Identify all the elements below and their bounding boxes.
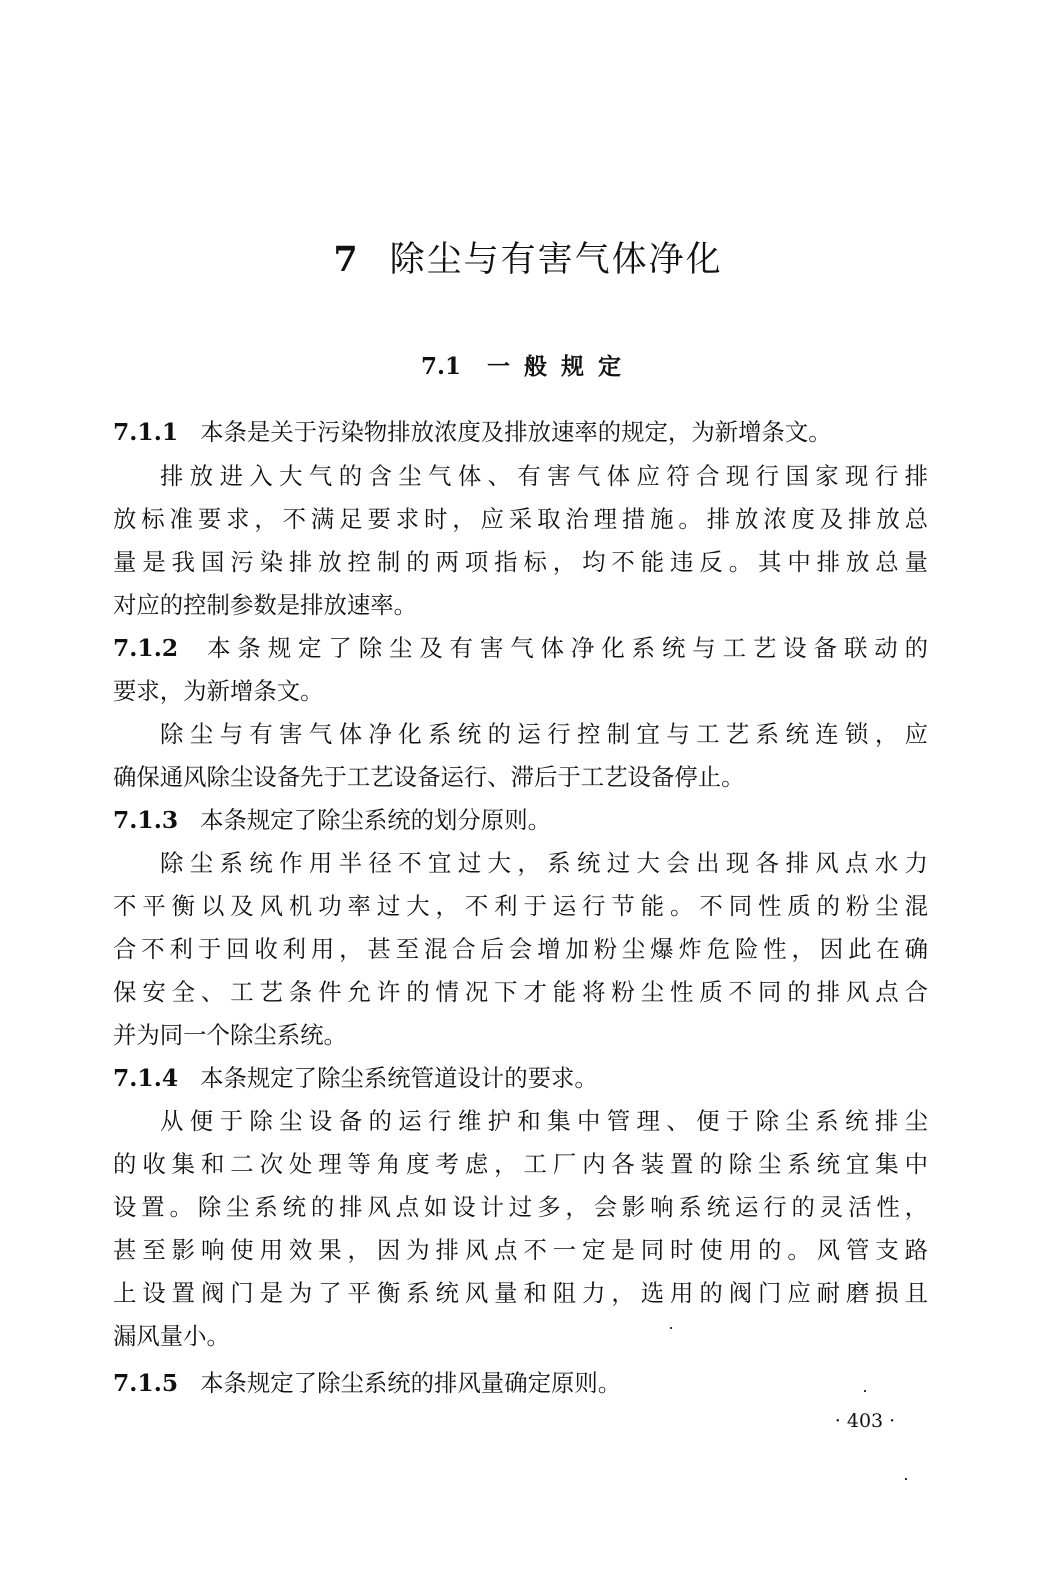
chapter-number: 7 (333, 239, 360, 280)
paragraph-line: 排放进入大气的含尘气体、有害气体应符合现行国家现行排 (160, 462, 928, 490)
clause-7-1-3-heading (113, 802, 928, 838)
scan-speck (864, 1390, 866, 1392)
scan-speck (905, 1478, 907, 1480)
paragraph-line: 甚至影响使用效果，因为排风点不一定是同时使用的。风管支路 (113, 1236, 928, 1264)
clause-heading: 本条规定了除尘系统的划分原则。 (200, 806, 551, 834)
scan-speck (670, 1327, 672, 1329)
paragraph-line: 量是我国污染排放控制的两项指标，均不能违反。其中排放总量 (113, 548, 928, 576)
paragraph-line: 从便于除尘设备的运行维护和集中管理、便于除尘系统排尘 (160, 1107, 928, 1135)
section-title-text: 一般规定 (487, 354, 635, 380)
paragraph-line: 对应的控制参数是排放速率。 (113, 591, 418, 619)
clause-heading: 本条规定了除尘及有害气体净化系统与工艺设备联动的 (200, 634, 928, 662)
paragraph-line: 放标准要求，不满足要求时，应采取治理措施。排放浓度及排放总 (113, 505, 928, 533)
section-number: 7.1 (420, 353, 461, 380)
paragraph-line: 设置。除尘系统的排风点如设计过多，会影响系统运行的灵活性， (113, 1193, 928, 1221)
chapter-title-text: 除尘与有害气体净化 (389, 240, 723, 280)
paragraph-line: 合不利于回收利用，甚至混合后会增加粉尘爆炸危险性，因此在确 (113, 935, 928, 963)
paragraph-line: 保安全、工艺条件允许的情况下才能将粉尘性质不同的排风点合 (113, 978, 928, 1006)
paragraph-line: 漏风量小。 (113, 1322, 230, 1350)
clause-heading: 本条是关于污染物排放浓度及排放速率的规定，为新增条文。 (200, 418, 832, 446)
paragraph-line: 确保通风除尘设备先于工艺设备运行、滞后于工艺设备停止。 (113, 763, 745, 791)
paragraph-line: 除尘系统作用半径不宜过大，系统过大会出现各排风点水力 (160, 849, 928, 877)
clause-7-1-5-heading (113, 1365, 928, 1401)
clause-number: 7.1.4 (113, 1064, 179, 1092)
clause-7-1-2-heading (113, 630, 928, 666)
paragraph-line: 除尘与有害气体净化系统的运行控制宜与工艺系统连锁，应 (160, 720, 928, 748)
paragraph-line: 并为同一个除尘系统。 (113, 1021, 347, 1049)
clause-number: 7.1.2 (113, 634, 179, 662)
paragraph-line: 上设置阀门是为了平衡系统风量和阻力，选用的阀门应耐磨损且 (113, 1279, 928, 1307)
clause-7-1-4-heading (113, 1060, 928, 1096)
section-title (0, 348, 1056, 381)
clause-heading-continued: 要求，为新增条文。 (113, 677, 324, 705)
chapter-title (0, 232, 1056, 282)
clause-number: 7.1.3 (113, 806, 179, 834)
clause-heading: 本条规定了除尘系统的排风量确定原则。 (200, 1369, 622, 1397)
clause-number: 7.1.1 (113, 418, 179, 446)
page-number: · 403 · (834, 1410, 896, 1432)
paragraph-line: 的收集和二次处理等角度考虑，工厂内各装置的除尘系统宜集中 (113, 1150, 928, 1178)
clause-heading: 本条规定了除尘系统管道设计的要求。 (200, 1064, 598, 1092)
clause-7-1-1-heading (113, 414, 928, 450)
paragraph-line: 不平衡以及风机功率过大，不利于运行节能。不同性质的粉尘混 (113, 892, 928, 920)
clause-number: 7.1.5 (113, 1369, 179, 1397)
